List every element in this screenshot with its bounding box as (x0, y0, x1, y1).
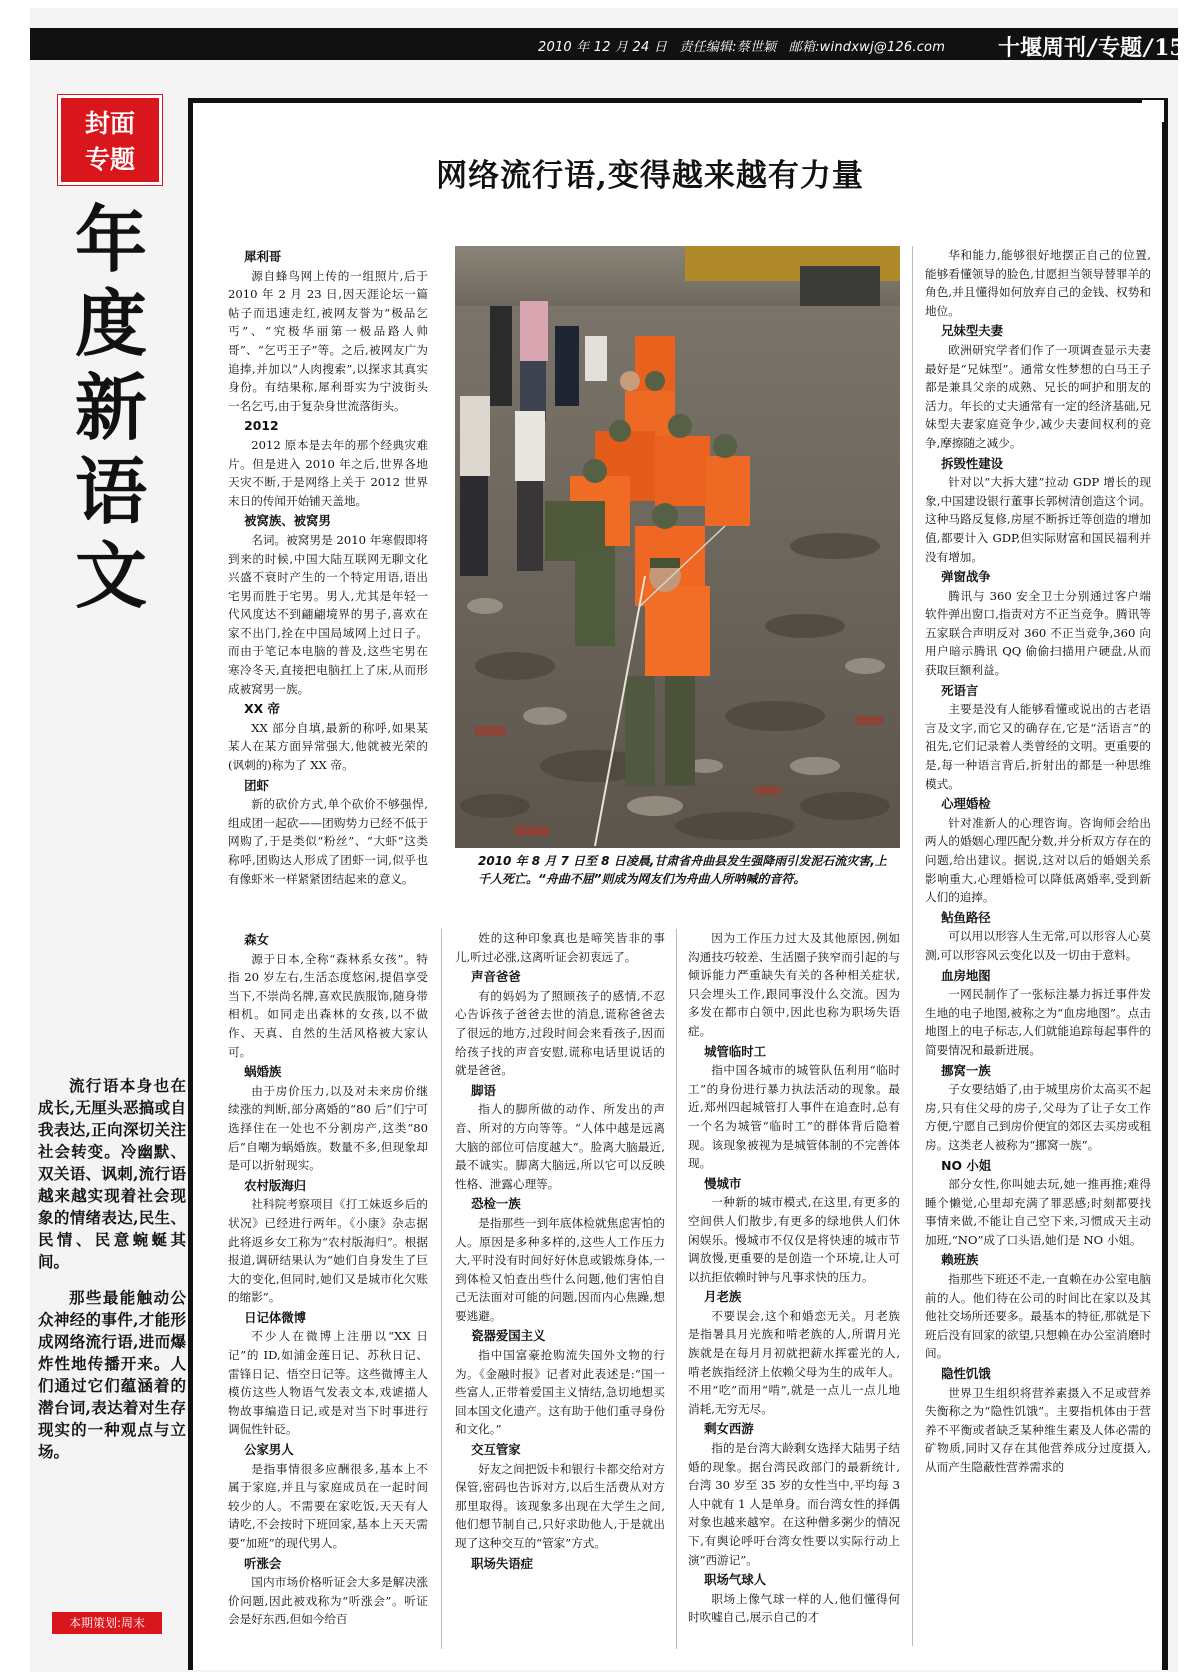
term-definition: 不要误会,这个和婚恋无关。月老族是指暑具月光族和啃老族的人,所谓月光族就是在每月月初就把薪水挥霍光的人,啃老族指经济上依赖父母为生的成年人。不用“吃”而用“啃”,就是一点儿一点儿地消耗,无穷无尽。 (688, 1308, 900, 1416)
term-definition: 名词。被窝男是 2010 年寒假即将到来的时候,中国大陆互联网无聊文化兴盛不衰时产生的一个特定用语,语出宅男而胜于宅男。男人,尤其是年轻一代风度达不到翩翩境界的男子,喜欢在家不出门,拴在中国局域网上过日子。而由于笔记本电脑的普及,这些宅男在寒冷冬天,直接把电脑扛上了床,从而形成被窝男一族。 (228, 532, 428, 696)
term-heading: 脚语 (471, 1082, 496, 1098)
term-heading: 交互管家 (471, 1442, 521, 1458)
term-heading: 农村版海归 (244, 1177, 307, 1193)
term-definition: 一网民制作了一张标注暴力拆迁事件发生地的电子地图,被称之为“血房地图”。点击地图上的电子标志,人们就能追踪每起事件的简要情况和最新进展。 (925, 987, 1151, 1057)
term-definition: 国内市场价格听证会大多是解决涨价问题,因此被戏称为“听涨会”。听证会是好东西,但如今给百 (228, 1575, 428, 1627)
term-definition: 有的妈妈为了照顾孩子的感情,不忍心告诉孩子爸爸去世的消息,谎称爸爸去了很远的地方,过段时间会来看孩子,因而给孩子找的声音安慰,谎称电话里说话的就是爸爸。 (455, 988, 665, 1078)
term-definition: 指那些下班还不走,一直赖在办公室电脑前的人。他们待在公司的时间比在家以及其他社交场所还要多。最基本的特征,那就是下班后没有回家的欲望,只想赖在办公室消磨时间。 (925, 1272, 1151, 1361)
title-char: 新 (74, 365, 147, 450)
term-heading: 月老族 (704, 1289, 742, 1305)
term-heading: 恐检一族 (471, 1196, 521, 1212)
term-heading: 听涨会 (244, 1555, 282, 1571)
editor-email: 邮箱:windxwj@126.com (788, 40, 946, 55)
news-photo (455, 246, 900, 848)
term-definition: 好友之间把饭卡和银行卡都交给对方保管,密码也告诉对方,以后生活费从对方那里取得。该现象多出现在大学生之间,他们想节制自己,只好求助他人,于是就出现了这种交互的“管家”方式。 (455, 1461, 665, 1550)
term-heading: 职场失语症 (471, 1555, 534, 1571)
term-heading: 日记体微博 (244, 1309, 307, 1325)
title-char: 语 (74, 449, 147, 534)
term-definition: 2012 原本是去年的那个经典灾难片。但是进入 2010 年之后,世界各地天灾不断,于是网络上关于 2012 世界末日的传闻开始铺天盖地。 (228, 437, 428, 508)
term-heading: NO 小姐 (941, 1157, 992, 1173)
title-char: 文 (74, 533, 147, 618)
stamp-line-2: 专题 (84, 145, 135, 174)
editor-credit: 责任编辑:蔡世颖 (679, 40, 777, 55)
term-definition: 不少人在微博上注册以“XX 日记”的 ID,如浦金莲日记、苏秋日记、雷锋日记、悟空日记等。这些微博主人模仿这些人物语气发表文本,戏谑描人物故事编造日记,或是对当下时事进行调侃性针砭。 (228, 1329, 428, 1437)
term-definition: 部分女性,你叫她去玩,她一推再推;难得睡个懒觉,心里却充满了罪恶感;时刻都要找事情来做,不能让自己空下来,习惯成天主动加班,“NO”成了口头语,她们是 NO 小姐。 (925, 1177, 1151, 1247)
issue-date: 2010 年 12 月 24 日 (538, 40, 668, 55)
term-heading: 血房地图 (941, 967, 991, 983)
term-heading: 心理婚检 (941, 796, 991, 812)
text-column-2 (228, 929, 428, 1649)
term-heading: 挪窝一族 (941, 1062, 991, 1078)
term-heading: 慢城市 (704, 1175, 742, 1191)
term-definition: 源自蜂鸟网上传的一组照片,后于 2010 年 2 月 23 日,因天涯论坛一篇帖子而迅速走红,被网友誉为“极品乞丐”、“究极华丽第一极品路人帅哥”、“乞丐王子”等。之后,被网友广为追捧,并加以“人肉搜索”,以探求其真实身份。有结果称,犀利哥实为宁波街头一名乞丐,由于复杂身世流落街头。 (228, 268, 428, 413)
column-divider (676, 929, 677, 1649)
text-column-1 (228, 246, 428, 928)
page-number: 15 (1154, 35, 1185, 61)
term-heading: 鲇鱼路径 (941, 909, 991, 925)
term-definition: 子女要结婚了,由于城里房价太高买不起房,只有住父母的房子,父母为了让子女工作方便,宁愿自己到房价便宜的郊区去买房或租房。这类老人被称为“挪窝一族”。 (925, 1082, 1151, 1152)
pull-quote-paragraph: 那些最能触动公众神经的事件,才能形成网络流行语,进而爆炸性地传播开来。人们通过它们蕴涵着的潜台词,表达着对生存现实的一种观点与立场。 (38, 1288, 186, 1461)
planning-credit: 本期策划:周末 (52, 1612, 162, 1634)
term-definition: 一种新的城市模式,在这里,有更多的空间供人们散步,有更多的绿地供人们休闲娱乐。慢城市不仅仅是将快速的城市节调放慢,更重要的是创造一个环境,让人可以抗拒依赖时钟与凡事求快的压力。 (688, 1195, 900, 1284)
term-heading: 公家男人 (244, 1442, 294, 1458)
term-definition: 因为工作压力过大及其他原因,例如沟通技巧较差、生活圈子狭窄而引起的与倾诉能力严重缺失有关的各种相关症状,只会埋头工作,跟同事没什么交流。因为多发在都市白领中,因此也称为职场失语症。 (688, 931, 900, 1038)
term-definition: 由于房价压力,以及对未来房价继续涨的判断,部分离婚的“80 后”们宁可选择住在一处也不分割房产,这类“80 后”自嘲为蜗婚族。数量不多,但现象却是可以折射现实。 (228, 1083, 428, 1173)
term-definition: 指中国富豪抢购流失国外文物的行为。《金融时报》记者对此表述是:“国一些富人,正带着爱国主义情结,急切地想买回本国文化遗产。这有助于他们重寻身份和文化。” (455, 1348, 665, 1437)
column-divider (441, 929, 442, 1649)
term-definition: 是指事情很多应酬很多,基本上不属于家庭,并且与家庭成员在一起时间较少的人。不需要在家吃饭,天天有人请吃,不会按时下班回家,基本上天天需要“加班”的现代男人。 (228, 1461, 428, 1550)
masthead-bar (30, 28, 1185, 61)
column-divider (912, 246, 913, 1646)
term-definition: 是指那些一到年底体检就焦虑害怕的人。原因是多种多样的,这些人工作压力大,平时没有时间好好休息或锻炼身体,一到体检又怕查出些什么问题,他们害怕自己无法面对可能的问题,因而内心焦躁,想要逃避。 (455, 1215, 665, 1323)
term-heading: 死语言 (941, 682, 979, 698)
vertical-title (66, 198, 156, 618)
term-definition: 姓的这种印象真也是啼笑皆非的事儿,听过必涨,这离听证会初衷远了。 (455, 931, 665, 964)
term-definition: 指的是台湾大龄剩女选择大陆男子结婚的现象。据台湾民政部门的最新统计,台湾 30 岁至 35 岁的女性当中,平均每 3 人中就有 1 人是单身。而台湾女性的择偶对象也越来越窄。在这种僧多粥少的情况下,有舆论呼吁台湾女性要以实际行动上演“西游记”。 (688, 1441, 900, 1567)
term-definition: 欧洲研究学者们作了一项调查显示夫妻最好是“兄妹型”。通常女性梦想的白马王子都是兼具父亲的成熟、兄长的呵护和朋友的活力。年长的丈夫通常有一定的经济基础,兄妹型夫妻家庭竞争少,减少夫妻间权利的竞争,摩擦随之减少。 (925, 342, 1151, 450)
pull-quote (38, 1075, 186, 1477)
term-heading: 拆毁性建设 (941, 455, 1004, 471)
term-heading: 隐性饥饿 (941, 1366, 991, 1382)
term-definition: 针对准新人的心理咨询。咨询师会给出两人的婚姻心理匹配分数,并分析双方存在的问题,给出建议。据说,这对以后的婚姻关系影响重大,心理婚检可以降低离婚率,受到新人们的追捧。 (925, 815, 1151, 905)
term-definition: XX 部分自填,最新的称呼,如果某某人在某方面异常强大,他就被光荣的(讽刺的)称为了 XX 帝。 (228, 720, 428, 773)
term-definition: 职场上像气球一样的人,他们懂得何时吹嘘自己,展示自己的才 (688, 1591, 900, 1625)
title-char: 年 (74, 197, 147, 282)
stamp-line-1: 封面 (84, 109, 135, 138)
term-definition: 源于日本,全称“森林系女孩”。特指 20 岁左右,生活态度悠闲,提倡享受当下,不崇尚名牌,喜欢民族服饰,随身带相机。如同走出森林的女孩,以不做作、天真、自然的生活风格被大家认可。 (228, 951, 428, 1059)
term-definition: 世界卫生组织将营养素摄入不足或营养失衡称之为“隐性饥饿”。主要指机体由于营养不平衡或者缺乏某种维生素及人体必需的矿物质,同时又存在其他营养成分过度摄入,从而产生隐蔽性营养需求的 (925, 1385, 1151, 1474)
term-heading: 蜗婚族 (244, 1064, 282, 1080)
text-column-5 (925, 246, 1151, 1646)
term-definition: 指人的脚所做的动作、所发出的声音、所对的方向等等。“人体中越是远离大脑的部位可信度越大”。脸离大脑最近,最不诚实。脚离大脑远,所以它可以反映性格、泄露心理等。 (455, 1102, 665, 1191)
article-headline: 网络流行语,变得越来越有力量 (436, 158, 864, 194)
term-heading: 瓷器爱国主义 (471, 1328, 546, 1344)
term-definition: 华和能力,能够很好地摆正自己的位置,能够看懂领导的脸色,甘愿担当领导替罪羊的角色,并且懂得如何放弃自己的金钱、权势和地位。 (925, 248, 1151, 318)
term-heading: 城管临时工 (704, 1043, 767, 1059)
term-definition: 指中国各城市的城管队伍利用“临时工”的身份进行暴力执法活动的现象。最近,郑州四起城管打人事件在追查时,总有一个名为城管“临时工”的群体背后隐着现。该现象被视为是城管体制的不完善体现。 (688, 1063, 900, 1171)
term-heading: 团虾 (244, 777, 269, 793)
term-heading: 2012 (244, 418, 279, 434)
pull-quote-paragraph: 流行语本身也在成长,无厘头恶搞或自我表达,正向深切关注社会转变。冷幽默、双关语、讽刺,流行语越来越实现着社会现象的情绪表达,民生、民情、民意蜿蜒其间。 (38, 1076, 186, 1271)
term-heading: 弹窗战争 (941, 569, 991, 585)
section-name: 专题 (1098, 35, 1143, 61)
term-definition: 针对以“大拆大建”拉动 GDP 增长的现象,中国建设银行董事长郭树清创造这个词。这种马路反复修,房屋不断拆迁等创造的增加值,都要计入 GDP,但实际财富和国民福利并没有增加。 (925, 475, 1151, 564)
term-heading: 剩女西游 (704, 1421, 754, 1437)
term-heading: XX 帝 (244, 701, 280, 717)
paper-name: 十堰周刊 (998, 35, 1087, 61)
term-heading: 兄妹型夫妻 (941, 323, 1004, 339)
cover-topic-stamp (58, 95, 162, 185)
term-definition: 可以用以形容人生无常,可以形容人心莫测,可以形容风云变化以及一切由于意料。 (925, 929, 1151, 962)
text-column-3 (455, 929, 665, 1649)
term-definition: 腾讯与 360 安全卫士分别通过客户端软件弹出窗口,指责对方不正当竞争。腾讯等五家联合声明反对 360 不正当竞争,360 向用户暗示腾讯 QQ 偷偷扫描用户硬盘,从而获取巨额利益。 (925, 588, 1151, 678)
photo-caption: 2010 年 8 月 7 日至 8 日凌晨,甘肃省舟曲县发生强降雨引发泥石流灾害,上千人死亡。“舟曲不屈”则成为网友们为舟曲人所呐喊的音符。 (478, 854, 887, 886)
paper-section: 十堰周刊/专题/15 (998, 35, 1185, 61)
text-column-4 (688, 929, 900, 1649)
term-definition: 新的砍价方式,单个砍价不够强悍,组成团一起砍——团购势力已经不低于网购了,于是类似“粉丝”、“大虾”这类称呼,团购达人形成了团虾一词,似乎也有像虾米一样紧紧团结起来的意义。 (228, 797, 428, 886)
term-heading: 职场气球人 (704, 1572, 767, 1588)
term-heading: 赖班族 (941, 1252, 979, 1268)
term-heading: 被窝族、被窝男 (244, 513, 331, 529)
term-heading: 森女 (244, 932, 269, 947)
issue-meta (538, 36, 953, 55)
term-definition: 社科院考察项目《打工妹返乡后的状况》已经进行两年。《小康》杂志据此将返乡女工称为“农村版海归”。根据报道,调研结果认为“她们自身发生了巨大的变化,但同时,她们又是城市化欠账的缩影”。 (228, 1197, 428, 1305)
term-heading: 犀利哥 (244, 249, 282, 264)
term-heading: 声音爸爸 (471, 969, 521, 985)
title-char: 度 (74, 281, 147, 366)
term-definition: 主要是没有人能够看懂或说出的古老语言及文字,而它又的确存在,它是“活语言”的祖先,它们记录着人类曾经的文明。更重要的是,每一种语言背后,折射出的都是一种思维模式。 (925, 702, 1151, 791)
